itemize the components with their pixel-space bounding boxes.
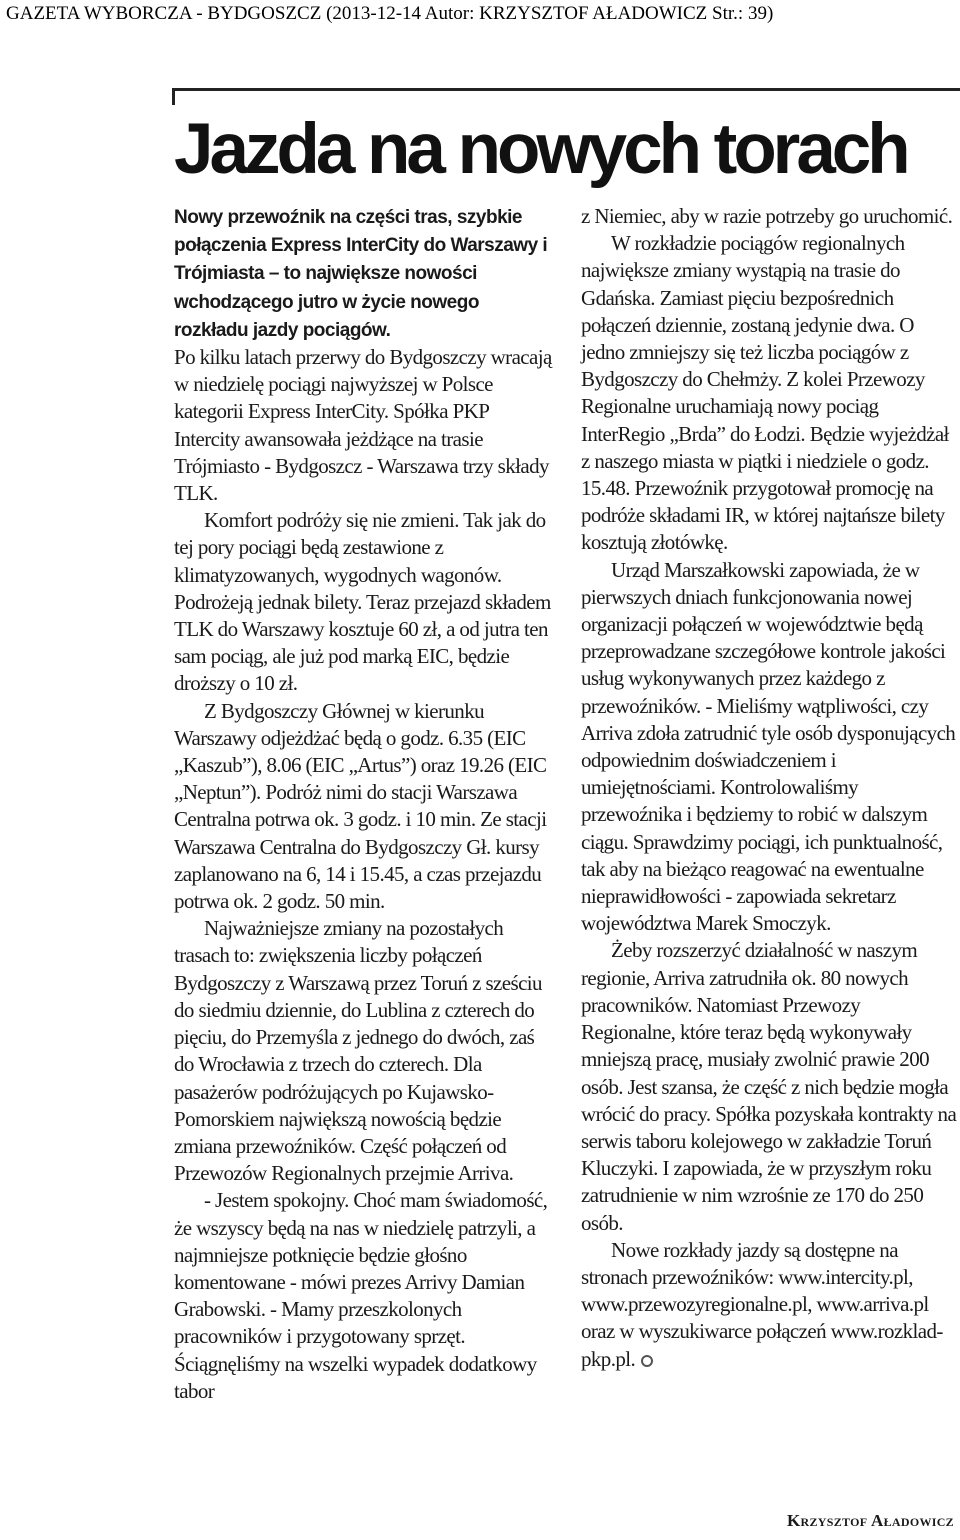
body-paragraph: Urząd Marszałkowski zapowiada, że w pierwszych dniach funkcjonowania nowej organizacji połączeń w województwie będą przeprowadzane szczegółowe kontrole jakości usług wykonywanych przez każdego z przewoźników. - Mieliśmy wątpliwości, czy Arriva zdoła zatrudnić tyle osób dysponujących odpowiednim doświadczeniem i umiejętnościami. Kontrolowaliśmy przewoźnika i będziemy to robić w dalszym ciągu. Sprawdzimy pociągi, ich punktualność, tak aby na bieżąco reagować na ewentualne nieprawidłowości - zapowiada sekretarz województwa Marek Smoczyk.: [581, 557, 956, 936]
article-column-right: [581, 203, 958, 1373]
headline: Jazda na nowych torach: [174, 110, 907, 189]
article-column-left: [174, 203, 552, 1405]
closing-text: Nowe rozkłady jazdy są dostępne na stronach przewoźników: www.intercity.pl, www.przewozyregionalne.pl, www.arriva.pl oraz w wyszukiwarce połączeń www.rozklad-pkp.pl.: [581, 1237, 943, 1371]
body-paragraph: Po kilku latach przerwy do Bydgoszczy wracają w niedzielę pociągi najwyższej w Polsce kategorii Express InterCity. Spółka PKP Intercity awansowała jeżdżące na trasie Trójmiasto - Bydgoszcz - Warszawa trzy składy TLK.: [174, 345, 552, 506]
body-paragraph: Z Bydgoszczy Głównej w kierunku Warszawy odjeżdżać będą o godz. 6.35 (EIC „Kaszub”), 8.06 (EIC „Artus”) oraz 19.26 (EIC „Neptun”). Podróż nimi do stacji Warszawa Centralna potrwa ok. 3 godz. i 10 min. Ze stacji Warszawa Centralna do Bydgoszczy Gł. kursy zaplanowano na 6, 14 i 15.45, a czas przejazdu potrwa ok. 2 godz. 50 min.: [174, 698, 547, 914]
byline: Krzysztof Aładowicz: [787, 1511, 954, 1530]
body-paragraph: z Niemiec, aby w razie potrzeby go uruchomić.: [581, 204, 953, 228]
body-paragraph: Najważniejsze zmiany na pozostałych trasach to: zwiększenia liczby połączeń Bydgoszczy z Warszawą przez Toruń z sześciu do siedmiu dziennie, do Lublina z czterech do pięciu, do Przemyśla z jednego do dwóch, zaś do Wrocławia z trzech do czterech. Dla pasażerów podróżujących po Kujawsko-Pomorskiem największą nowością będzie zmiana przewoźników. Część połączeń od Przewozów Regionalnych przejmie Arriva.: [174, 916, 542, 1186]
article-frame-corner: [172, 88, 960, 105]
body-paragraph: - Jestem spokojny. Choć mam świadomość, że wszyscy będą na nas w niedzielę patrzyli, a najmniejsze potknięcie będzie głośno komentowane - mówi prezes Arrivy Damian Grabowski. - Mamy przeszkolonych pracowników i przygotowany sprzęt. Ściągnęliśmy na wszelki wypadek dodatkowy tabor: [174, 1188, 548, 1403]
body-paragraph: Żeby rozszerzyć działalność w naszym regionie, Arriva zatrudniła ok. 80 nowych pracowników. Natomiast Przewozy Regionalne, które teraz będą wykonywały mniejszą pracę, musiały zwolnić prawie 200 osób. Jest szansa, że część z nich będzie mogła wrócić do pracy. Spółka pozyskała kontrakty na serwis taboru kolejowego w zakładzie Toruń Kluczyki. I zapowiada, że w przyszłym roku zatrudnienie w nim wzrośnie ze 170 do 250 osób.: [581, 938, 957, 1235]
lead-text: Nowy przewoźnik na części tras, szybkie połączenia Express InterCity do Warszawy i Trójmiasta – to największe nowości wchodzącego jutro w życie nowego rozkładu jazdy pociągów.: [174, 207, 548, 341]
body-paragraph-last: [581, 1237, 958, 1373]
body-paragraph: W rozkładzie pociągów regionalnych największe zmiany wystąpią na trasie do Gdańska. Zamiast pięciu bezpośrednich połączeń dziennie, zostaną jedynie dwa. O jedno zmniejszy się też liczba pociągów z Bydgoszczy do Chełmży. Z kolei Przewozy Regionalne uruchamiają nowy pociąg InterRegio „Brda” do Łodzi. Będzie wyjeżdżał z naszego miasta w piątki i niedziele o godz. 15.48. Przewoźnik przygotował promocję na podróże składami IR, w której najtańsze bilety kosztują złotówkę.: [581, 231, 949, 555]
end-of-article-icon: [641, 1355, 653, 1367]
lead-paragraph: [174, 203, 552, 344]
source-line: GAZETA WYBORCZA - BYDGOSZCZ (2013-12-14 Autor: KRZYSZTOF AŁADOWICZ Str.: 39): [6, 3, 774, 24]
body-paragraph: Komfort podróży się nie zmieni. Tak jak do tej pory pociągi będą zestawione z klimatyzowanych, wygodnych wagonów. Podrożeją jednak bilety. Teraz przejazd składem TLK do Warszawy kosztuje 60 zł, a od jutra ten sam pociąg, ale już pod marką EIC, będzie droższy o 10 zł.: [174, 508, 551, 696]
